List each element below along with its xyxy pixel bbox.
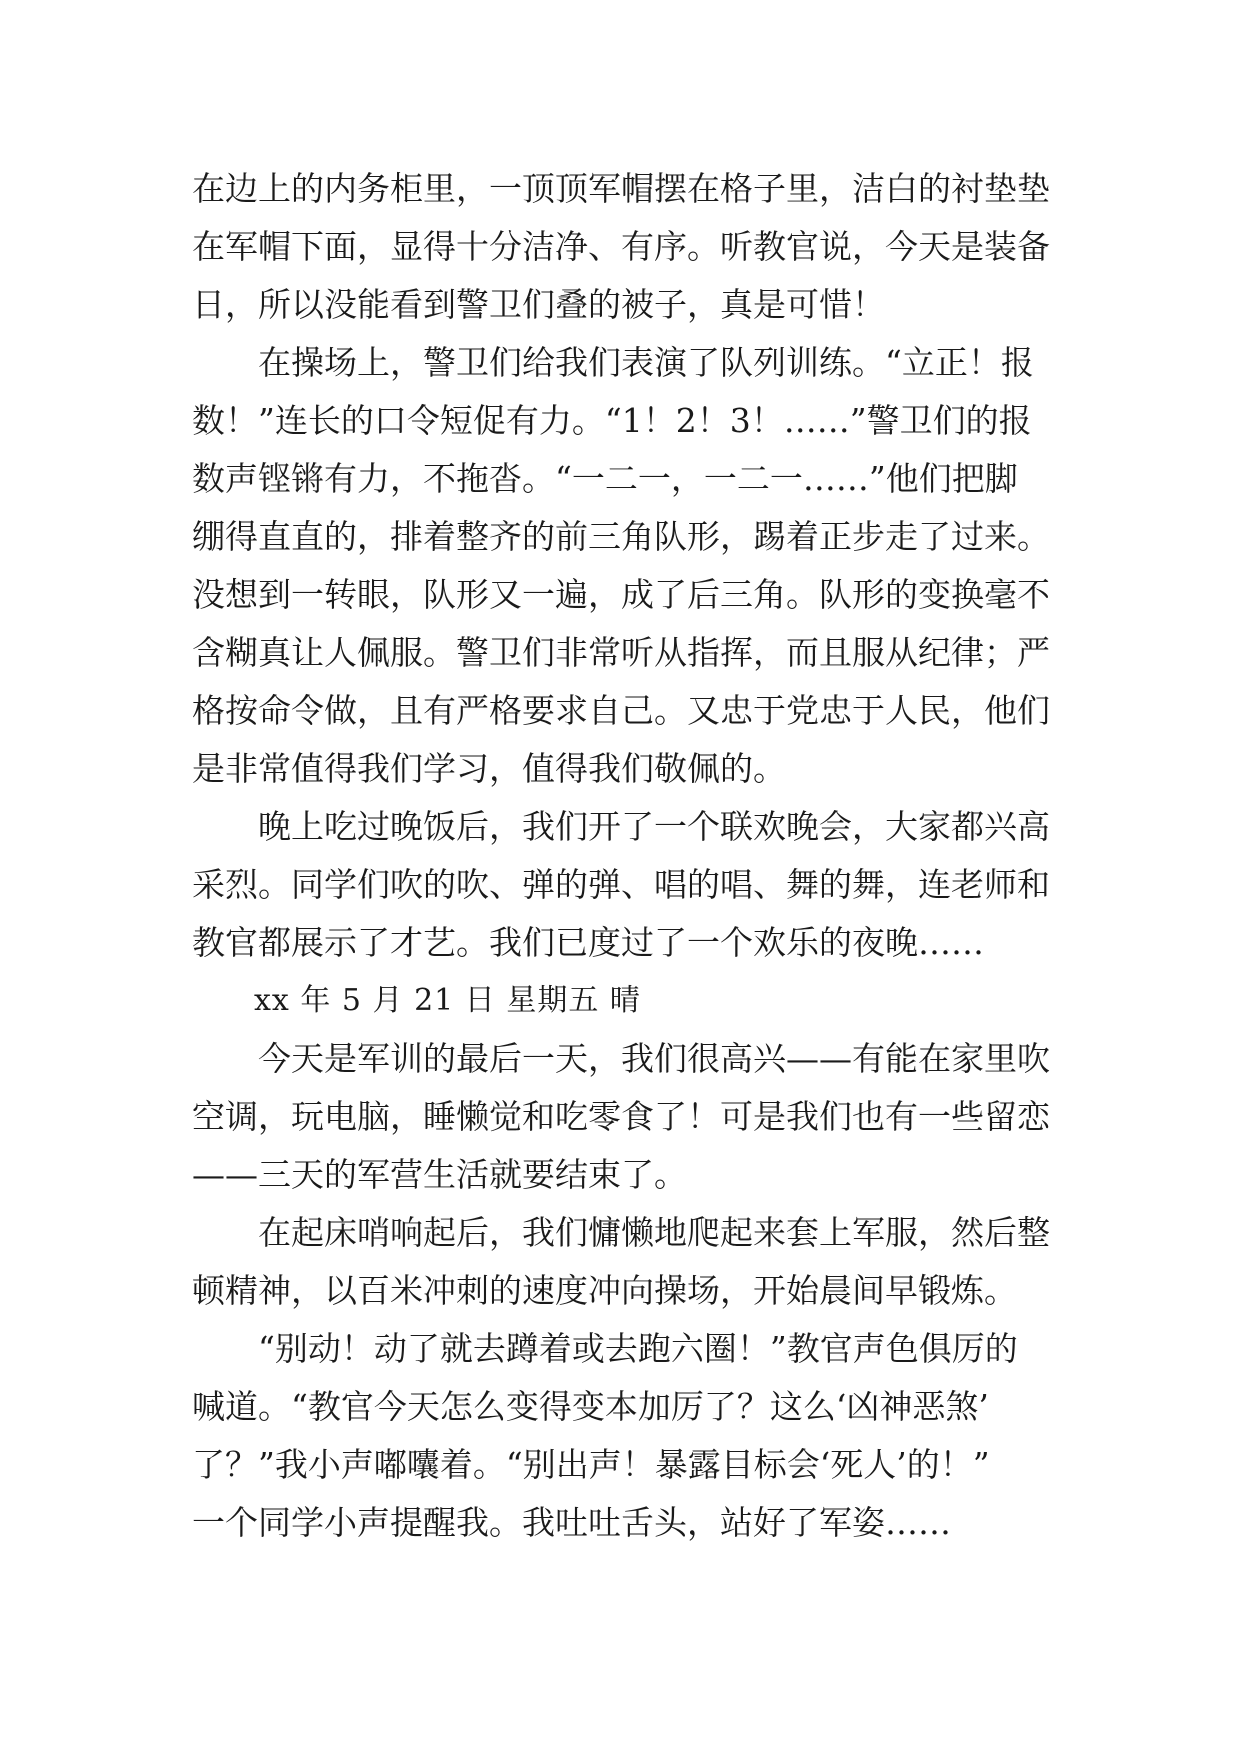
text-line: 数声铿锵有力，不拖沓。“一二一，一二一……”他们把脚 bbox=[192, 459, 1018, 498]
text-line: 喊道。“教官今天怎么变得变本加厉了？这么‘凶神恶煞’ bbox=[192, 1387, 989, 1426]
text-line: 教官都展示了才艺。我们已度过了一个欢乐的夜晚…… bbox=[192, 923, 984, 962]
text-line: 没想到一转眼，队形又一遍，成了后三角。队形的变换毫不 bbox=[192, 575, 1050, 614]
paragraph-start-line: 在起床哨响起后，我们慵懒地爬起来套上军服，然后整 bbox=[258, 1213, 1050, 1252]
text-line: 日，所以没能看到警卫们叠的被子，真是可惜！ bbox=[192, 285, 885, 324]
text-line: 一个同学小声提醒我。我吐吐舌头，站好了军姿…… bbox=[192, 1503, 951, 1542]
paragraph-start-line: 今天是军训的最后一天，我们很高兴——有能在家里吹 bbox=[258, 1039, 1050, 1078]
text-line: 顿精神，以百米冲刺的速度冲向操场，开始晨间早锻炼。 bbox=[192, 1271, 1017, 1310]
diary-date-line: xx 年 5 月 21 日 星期五 晴 bbox=[254, 983, 641, 1018]
paragraph-start-line: “别动！动了就去蹲着或去跑六圈！”教官声色俱厉的 bbox=[258, 1329, 1018, 1368]
text-line: 绷得直直的，排着整齐的前三角队形，踢着正步走了过来。 bbox=[192, 517, 1050, 556]
body-text bbox=[192, 160, 1052, 1552]
text-line: 采烈。同学们吹的吹、弹的弹、唱的唱、舞的舞，连老师和 bbox=[192, 865, 1050, 904]
text-line: 了？”我小声嘟囔着。“别出声！暴露目标会‘死人’的！” bbox=[192, 1445, 990, 1484]
text-line: 在军帽下面，显得十分洁净、有序。听教官说，今天是装备 bbox=[192, 227, 1050, 266]
text-line: 数！”连长的口令短促有力。“1！2！3！……”警卫们的报 bbox=[192, 401, 1032, 440]
text-line: 在边上的内务柜里，一顶顶军帽摆在格子里，洁白的衬垫垫 bbox=[192, 169, 1050, 208]
paragraph-start-line: 在操场上，警卫们给我们表演了队列训练。“立正！报 bbox=[258, 343, 1034, 382]
text-line: 含糊真让人佩服。警卫们非常听从指挥，而且服从纪律；严 bbox=[192, 633, 1050, 672]
text-line: 是非常值得我们学习，值得我们敬佩的。 bbox=[192, 749, 786, 788]
text-line: 空调，玩电脑，睡懒觉和吃零食了！可是我们也有一些留恋 bbox=[192, 1097, 1050, 1136]
text-line: 格按命令做，且有严格要求自己。又忠于党忠于人民，他们 bbox=[192, 691, 1050, 730]
paragraph-start-line: 晚上吃过晚饭后，我们开了一个联欢晚会，大家都兴高 bbox=[258, 807, 1050, 846]
text-line: ——三天的军营生活就要结束了。 bbox=[192, 1155, 687, 1194]
